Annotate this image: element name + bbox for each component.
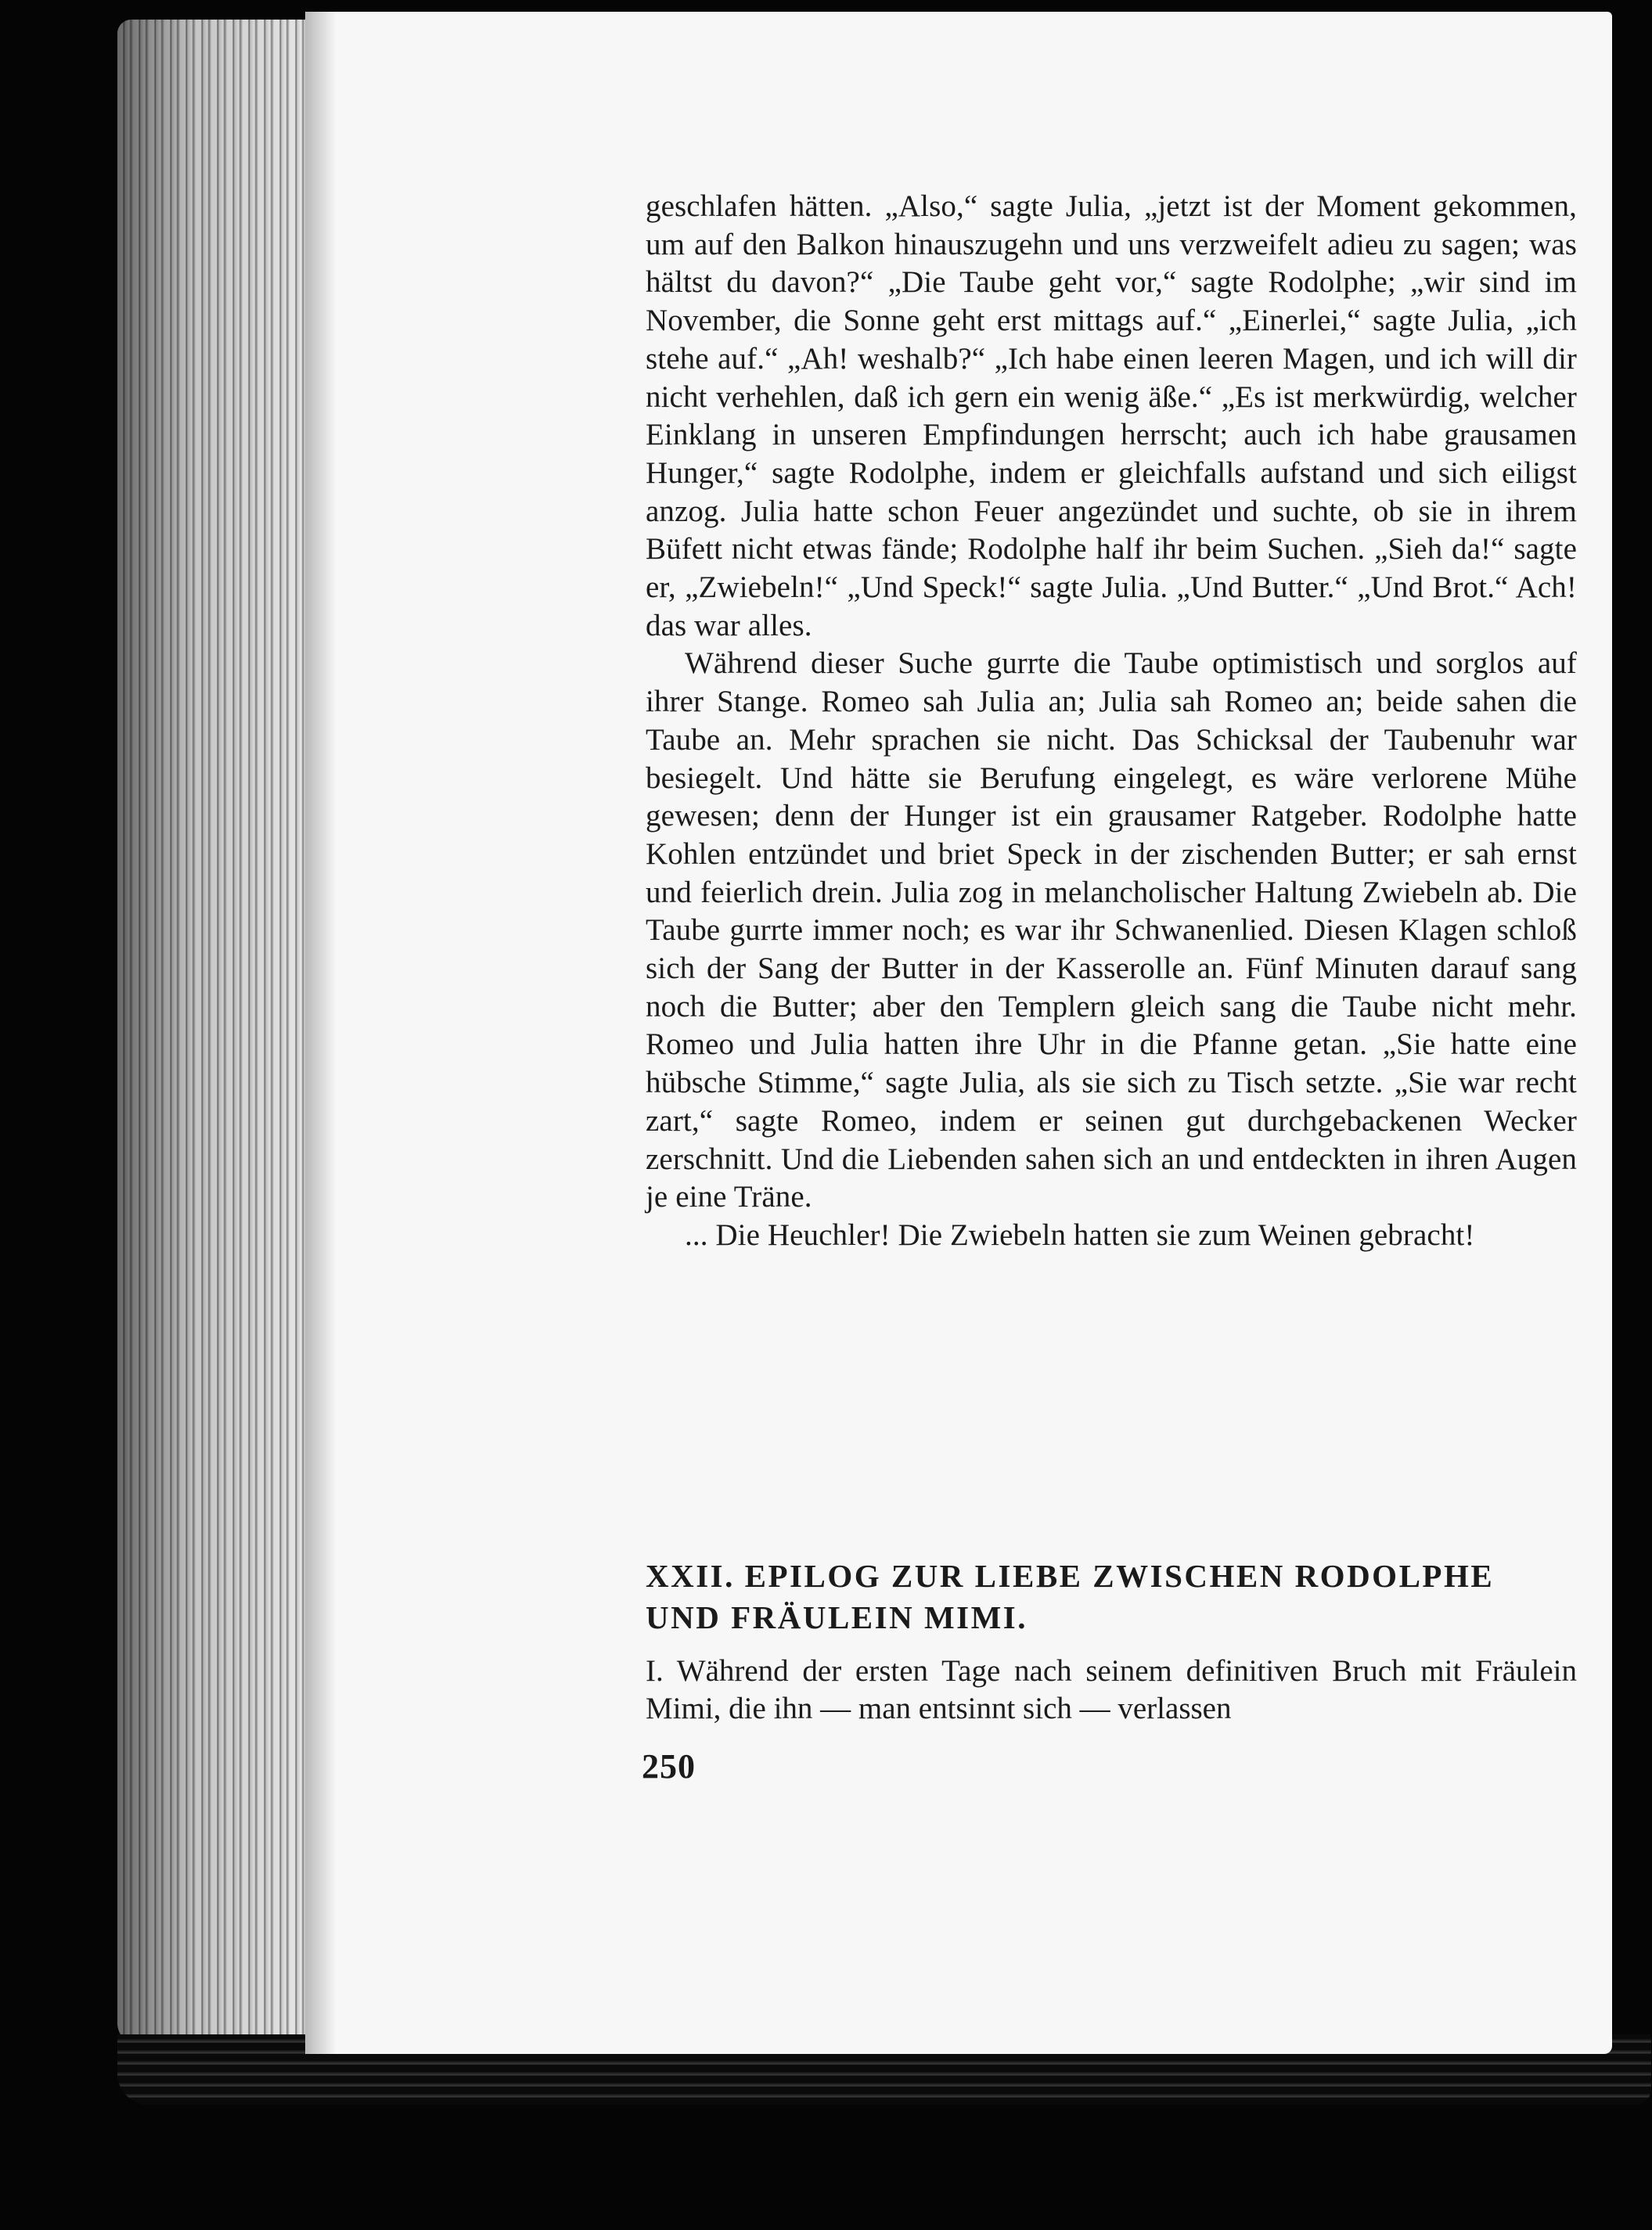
page-gutter-shadow bbox=[305, 12, 337, 2054]
page-number: 250 bbox=[642, 1747, 696, 1786]
section-start-paragraph: I. Während der ersten Tage nach seinem definitiven Bruch mit Fräulein Mimi, die ihn — man entsinnt sich — verlassen bbox=[646, 1654, 1577, 1725]
paragraph-1: geschlafen hätten. „Also,“ sagte Julia, „jetzt ist der Moment gekommen, um auf den Balkon hinauszugehn und uns verzweifelt adieu zu sagen; was hältst du davon?“ „Die Taube geht vor,“ sagte Rodolphe; „wir sind im November, die Sonne geht erst mittags auf.“ „Einerlei,“ sagte Julia, „ich stehe auf.“ „Ah! weshalb?“ „Ich habe einen leeren Magen, und ich will dir nicht verhehlen, daß ich gern ein wenig äße.“ „Es ist merkwürdig, welcher Einklang in unseren Empfindungen herrscht; auch ich habe grausamen Hunger,“ sagte Rodolphe, indem er gleichfalls aufstand und sich eiligst anzog. Julia hatte schon Feuer angezündet und suchte, ob sie in ihrem Büfett nicht etwas fände; Rodolphe half ihr beim Suchen. „Sieh da!“ sagte er, „Zwiebeln!“ „Und Speck!“ sagte Julia. „Und Butter.“ „Und Brot.“ Ach! das war alles. bbox=[646, 189, 1577, 642]
paragraph-2: Während dieser Suche gurrte die Taube optimistisch und sorglos auf ihrer Stange. Romeo sah Julia an; Julia sah Romeo an; beide sahen die Taube an. Mehr sprachen sie nicht. Das Schicksal der Taubenuhr war besiegelt. Und hätte sie Berufung eingelegt, es wäre verlorene Mühe gewesen; denn der Hunger ist ein grausamer Ratgeber. Rodolphe hatte Kohlen entzündet und briet Speck in der zischenden Butter; er sah ernst und feierlich drein. Julia zog in melancholischer Haltung Zwiebeln ab. Die Taube gurrte immer noch; es war ihr Schwanenlied. Diesen Klagen schloß sich der Sang der Butter in der Kasserolle an. Fünf Minuten darauf sang noch die Butter; aber den Templern gleich sang die Taube nicht mehr. Romeo und Julia hatten ihre Uhr in die Pfanne getan. „Sie hatte eine hübsche Stimme,“ sagte Julia, als sie sich zu Tisch setzte. „Sie war recht zart,“ sagte Romeo, indem er seinen gut durchgebackenen Wecker zerschnitt. Und die Liebenden sahen sich an und entdeckten in ihren Augen je eine Träne. bbox=[646, 646, 1577, 1214]
chapter-heading: XXII. EPILOG ZUR LIEBE ZWISCHEN RODOLPHE UND FRÄULEIN MIMI. bbox=[646, 1558, 1495, 1635]
paragraph-3: ... Die Heuchler! Die Zwiebeln hatten sie zum Weinen gebracht! bbox=[685, 1218, 1475, 1252]
page-edges-shadow bbox=[117, 20, 313, 2046]
body-text bbox=[646, 188, 1577, 1255]
